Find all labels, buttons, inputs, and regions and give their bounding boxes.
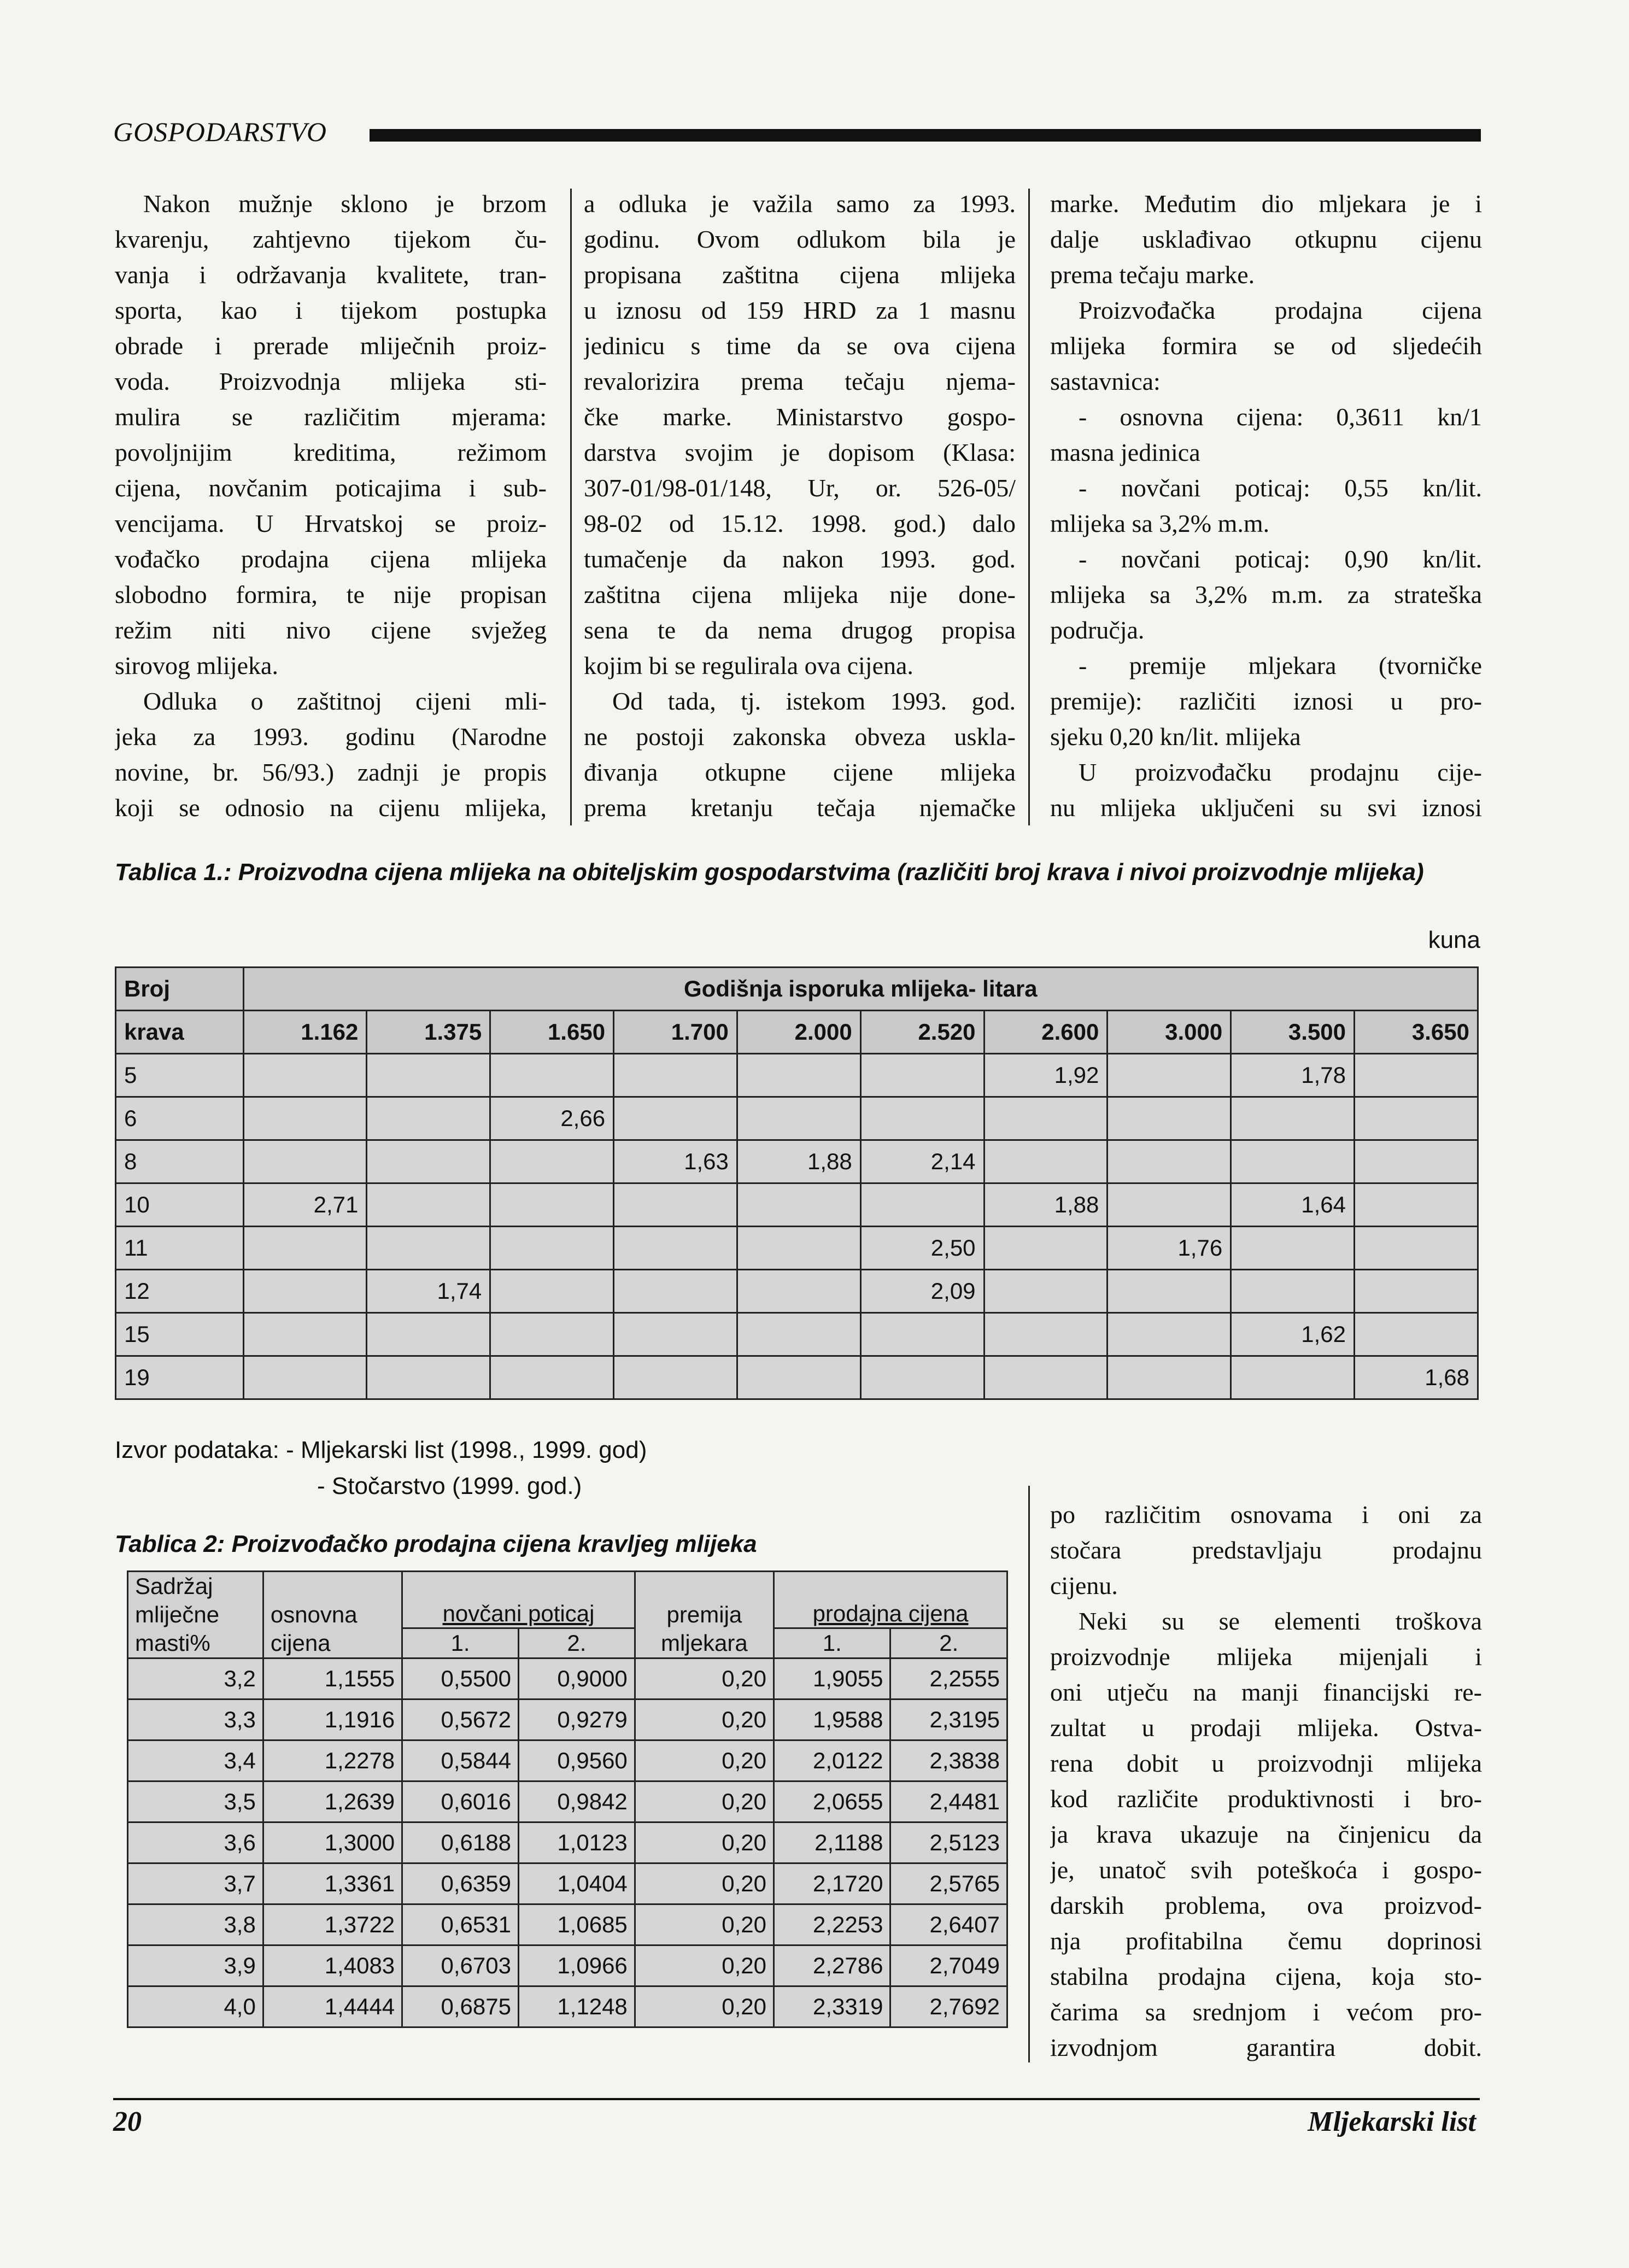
table-row [128, 1658, 1007, 1699]
table2-cell: 0,6703 [402, 1945, 519, 1986]
text-line: mulira se različitim mjerama: [115, 403, 547, 431]
table1-krava-cell: 15 [116, 1313, 244, 1356]
table-row [116, 1227, 1478, 1270]
table2-cell: 2,2555 [890, 1658, 1007, 1699]
text-line: cijena, novčanim poticajima i sub- [115, 474, 547, 502]
table-row [128, 1904, 1007, 1945]
table1-cell [737, 1313, 860, 1356]
table1-cell [984, 1140, 1108, 1183]
text-line: sjeku 0,20 kn/lit. mlijeka [1050, 723, 1301, 751]
table1-cell: 1,88 [984, 1183, 1108, 1227]
text-column-3 [1050, 186, 1482, 825]
table-row [128, 1863, 1007, 1904]
text-line: nja profitabilna čemu doprinosi [1050, 1927, 1482, 1955]
table-row [128, 1699, 1007, 1740]
table-row [128, 1781, 1007, 1822]
table2-cell: 0,20 [635, 1945, 774, 1986]
table2-cell: 3,7 [128, 1863, 263, 1904]
table1-cell [490, 1183, 614, 1227]
table1-cell [1108, 1313, 1231, 1356]
text-line: - novčani poticaj: 0,55 kn/lit. [1079, 474, 1482, 502]
text-line: u iznosu od 159 HRD za 1 masnu [584, 296, 1016, 324]
text-line: marke. Međutim dio mljekara je i [1050, 190, 1482, 218]
table2-cell: 1,2639 [263, 1781, 402, 1822]
table1-cell [243, 1054, 367, 1097]
table1-column-header: 2.000 [737, 1011, 860, 1054]
table-row [116, 1054, 1478, 1097]
table2-cell: 1,0123 [518, 1822, 635, 1863]
table1-cell [1108, 1270, 1231, 1313]
header-rule [370, 129, 1481, 142]
table1-cell [984, 1227, 1108, 1270]
table2-header-prodajna: prodajna cijena [774, 1601, 1007, 1628]
section-title: GOSPODARSTVO [113, 116, 327, 147]
table2-header-sadrzaj-3: masti% [135, 1630, 210, 1656]
text-line: đivanja otkupne cijene mlijeka [584, 758, 1016, 786]
table1-cell [860, 1313, 984, 1356]
table2-cell: 2,7049 [890, 1945, 1007, 1986]
text-line: zaštitna cijena mlijeka nije done- [584, 581, 1016, 608]
text-line: režim niti nivo cijene svježeg [115, 616, 547, 644]
table2-header-premija-2: mljekara [661, 1630, 748, 1656]
table1-cell [490, 1313, 614, 1356]
table-row [116, 1313, 1478, 1356]
table2-cell: 0,5500 [402, 1658, 519, 1699]
table2-cell: 0,6875 [402, 1986, 519, 2027]
table2-cell: 3,5 [128, 1781, 263, 1822]
table2-cell: 2,3319 [774, 1986, 890, 2027]
source-note [115, 1432, 647, 1504]
table1-cell [490, 1356, 614, 1399]
table1-cell [1231, 1227, 1355, 1270]
text-line: vencijama. U Hrvatskoj se proiz- [115, 509, 547, 537]
text-line: stočara predstavljaju prodajnu [1050, 1536, 1482, 1564]
table2-cell: 2,7692 [890, 1986, 1007, 2027]
table1-cell [1108, 1054, 1231, 1097]
table1-krava-cell: 12 [116, 1270, 244, 1313]
table1-cell [737, 1183, 860, 1227]
text-line: 307-01/98-01/148, Ur, or. 526-05/ [584, 474, 1016, 502]
table1-cell [490, 1227, 614, 1270]
text-line: - premije mljekara (tvorničke [1079, 652, 1482, 679]
table1-unit: kuna [1428, 927, 1480, 953]
table2-cell: 0,20 [635, 1781, 774, 1822]
table-row [116, 1183, 1478, 1227]
table2-cell: 2,0122 [774, 1740, 890, 1781]
table1-cell: 1,63 [614, 1140, 737, 1183]
table1-column-header: 1.375 [367, 1011, 490, 1054]
table1-cell: 1,74 [367, 1270, 490, 1313]
table2-cell: 1,3722 [263, 1904, 402, 1945]
table2-caption-text: Proizvođačko prodajna cijena kravljeg mlijeka [231, 1531, 757, 1557]
table2-cell: 0,20 [635, 1658, 774, 1699]
text-line: sirovog mlijeka. [115, 652, 278, 679]
text-line: zultat u prodaji mlijeka. Ostva- [1050, 1714, 1482, 1742]
table1-cell: 1,76 [1108, 1227, 1231, 1270]
text-line: stabilna prodajna cijena, koja sto- [1050, 1962, 1482, 1990]
text-line: mlijeka sa 3,2% m.m. za strateška [1050, 581, 1482, 608]
table1-cell: 2,71 [243, 1183, 367, 1227]
table1-column-header: 1.650 [490, 1011, 614, 1054]
table1-cell [367, 1054, 490, 1097]
table1-cell [243, 1227, 367, 1270]
table1-cell: 2,66 [490, 1097, 614, 1140]
text-line: mlijeka sa 3,2% m.m. [1050, 509, 1270, 537]
table2-header-prodajna-2: 2. [890, 1628, 1007, 1658]
table1-krava-cell: 5 [116, 1054, 244, 1097]
text-line: čke marke. Ministarstvo gospo- [584, 403, 1016, 431]
table1-cell [984, 1356, 1108, 1399]
table2-cell: 0,6359 [402, 1863, 519, 1904]
text-line: prema kretanju tečaja njemačke [584, 794, 1016, 822]
text-line: Proizvođačka prodajna cijena [1079, 296, 1482, 324]
table1-cell [737, 1227, 860, 1270]
table2-cell: 1,1916 [263, 1699, 402, 1740]
table1-cell [367, 1140, 490, 1183]
text-line: U proizvođačku prodajnu cije- [1079, 758, 1482, 786]
table2-cell: 0,20 [635, 1904, 774, 1945]
text-line: sporta, kao i tijekom postupka [115, 296, 547, 324]
text-line: Od tada, tj. istekom 1993. god. [612, 687, 1016, 715]
text-line: a odluka je važila samo za 1993. [584, 190, 1016, 218]
table1-cell [737, 1356, 860, 1399]
table2-cell: 0,9842 [518, 1781, 635, 1822]
table2-cell: 2,1720 [774, 1863, 890, 1904]
table2-cell: 0,6188 [402, 1822, 519, 1863]
table1-cell [1108, 1140, 1231, 1183]
table2-cell: 2,1188 [774, 1822, 890, 1863]
table2-header-poticaj-2: 2. [518, 1628, 635, 1658]
table1-column-header: 1.700 [614, 1011, 737, 1054]
text-line: darstva svojim je dopisom (Klasa: [584, 438, 1016, 466]
text-line: 98-02 od 15.12. 1998. god.) dalo [584, 509, 1016, 537]
table1-column-header: 1.162 [243, 1011, 367, 1054]
table1-cell [614, 1313, 737, 1356]
table2-cell: 2,3195 [890, 1699, 1007, 1740]
text-column-1 [115, 186, 547, 825]
table1-cell [367, 1313, 490, 1356]
table1-cell [737, 1054, 860, 1097]
table1-cell [860, 1183, 984, 1227]
table1-cell [860, 1054, 984, 1097]
table1-cell: 2,09 [860, 1270, 984, 1313]
table1-cell [860, 1356, 984, 1399]
text-line: - osnovna cijena: 0,3611 kn/1 [1079, 403, 1482, 431]
table1-cell: 1,62 [1231, 1313, 1355, 1356]
table1-cell [614, 1227, 737, 1270]
table2-header-osnovna-1: osnovna [270, 1602, 358, 1627]
text-line: povoljnijim kreditima, režimom [115, 438, 547, 466]
text-line: jedinicu s time da se ova cijena [584, 332, 1016, 360]
table2-cell: 0,20 [635, 1699, 774, 1740]
table1-cell [1355, 1227, 1478, 1270]
text-line: darskih problema, ova proizvod- [1050, 1891, 1482, 1919]
table1-column-header: 3.000 [1108, 1011, 1231, 1054]
table1-cell [984, 1097, 1108, 1140]
table2-cell: 1,1555 [263, 1658, 402, 1699]
table1-krava-cell: 11 [116, 1227, 244, 1270]
table2-cell: 1,9055 [774, 1658, 890, 1699]
table2-cell: 0,9279 [518, 1699, 635, 1740]
column-divider [1028, 189, 1030, 825]
table2-header-sadrzaj-2: mliječne [135, 1602, 220, 1627]
table1-cell: 1,92 [984, 1054, 1108, 1097]
table2-cell: 0,20 [635, 1863, 774, 1904]
table2-cell: 2,5765 [890, 1863, 1007, 1904]
table1-cell [367, 1227, 490, 1270]
table2-cell: 1,1248 [518, 1986, 635, 2027]
text-line: slobodno formira, te nije propisan [115, 581, 547, 608]
text-line: nu mlijeka uključeni su svi iznosi [1050, 794, 1482, 822]
table2-cell: 3,2 [128, 1658, 263, 1699]
table2-cell: 0,20 [635, 1740, 774, 1781]
table1-cell [614, 1054, 737, 1097]
page-number: 20 [113, 2106, 142, 2137]
table1-krava-cell: 19 [116, 1356, 244, 1399]
footer-rule [113, 2098, 1480, 2100]
table2-cell: 0,6531 [402, 1904, 519, 1945]
table2 [127, 1570, 1008, 2028]
text-line: kod različite produktivnosti i bro- [1050, 1785, 1482, 1813]
table2-cell: 1,3361 [263, 1863, 402, 1904]
table2-header-prodajna-1: 1. [774, 1628, 890, 1658]
text-line: novine, br. 56/93.) zadnji je propis [115, 758, 547, 786]
text-line: oni utječu na manji financijski re- [1050, 1678, 1482, 1706]
table2-header-poticaj: novčani poticaj [402, 1601, 635, 1628]
table1-cell [614, 1097, 737, 1140]
text-line: po različitim osnovama i oni za [1050, 1501, 1482, 1528]
table1-cell: 1,78 [1231, 1054, 1355, 1097]
table1-cell [490, 1270, 614, 1313]
table1-krava-cell: 8 [116, 1140, 244, 1183]
table1-cell [367, 1183, 490, 1227]
table-row [128, 1740, 1007, 1781]
table1-column-header: 2.600 [984, 1011, 1108, 1054]
source-line-2: - Stočarstvo (1999. god.) [317, 1473, 582, 1499]
table2-cell: 0,9000 [518, 1658, 635, 1699]
table1-column-header: 3.650 [1355, 1011, 1478, 1054]
text-line: je, unatoč svih poteškoća i gospo- [1050, 1856, 1482, 1884]
text-line: propisana zaštitna cijena mlijeka [584, 261, 1016, 289]
text-line: jeka za 1993. godinu (Narodne [115, 723, 547, 751]
table2-caption [115, 1529, 757, 1560]
table2-cell: 0,5844 [402, 1740, 519, 1781]
table2-cell: 0,6016 [402, 1781, 519, 1822]
table1-cell [1355, 1140, 1478, 1183]
table2-header-premija [635, 1572, 774, 1658]
text-line: mlijeka formira se od sljedećih [1050, 332, 1482, 360]
table1-caption [115, 857, 1481, 888]
table2-cell: 2,6407 [890, 1904, 1007, 1945]
table-row [128, 1986, 1007, 2027]
table1-column-header: 3.500 [1231, 1011, 1355, 1054]
table2-cell: 2,2786 [774, 1945, 890, 1986]
table2-header-poticaj-1: 1. [402, 1628, 519, 1658]
text-line: godinu. Ovom odlukom bila je [584, 225, 1016, 253]
text-line: koji se odnosio na cijenu mlijeka, [115, 794, 547, 822]
table1-cell [490, 1140, 614, 1183]
text-line: cijenu. [1050, 1572, 1118, 1599]
table-row [116, 1270, 1478, 1313]
table1-cell [1231, 1270, 1355, 1313]
table1-cell [1108, 1356, 1231, 1399]
table1-cell [1231, 1356, 1355, 1399]
table2-header-premija-1: premija [666, 1602, 742, 1627]
table1-caption-label: Tablica 1. [115, 859, 224, 886]
table1-cell [1355, 1313, 1478, 1356]
table2-cell: 0,5672 [402, 1699, 519, 1740]
table1-caption-text: : Proizvodna cijena mlijeka na obiteljskim gospodarstvima (različiti broj krava i nivoi proizvodnje mlijeka) [223, 859, 1424, 886]
text-line: premije): različiti iznosi u pro- [1050, 687, 1482, 715]
table-row [116, 1097, 1478, 1140]
table2-cell: 1,9588 [774, 1699, 890, 1740]
table2-cell: 1,0966 [518, 1945, 635, 1986]
table-row [116, 1356, 1478, 1399]
table1-cell: 2,14 [860, 1140, 984, 1183]
table1-cell: 1,64 [1231, 1183, 1355, 1227]
table2-cell: 1,0685 [518, 1904, 635, 1945]
table2-cell: 0,9560 [518, 1740, 635, 1781]
table1-cell [243, 1140, 367, 1183]
table2-cell: 0,20 [635, 1822, 774, 1863]
table2-cell: 1,3000 [263, 1822, 402, 1863]
table2-cell: 1,4083 [263, 1945, 402, 1986]
journal-name: Mljekarski list [1308, 2106, 1476, 2137]
table1-cell [1231, 1097, 1355, 1140]
table1-cell [1231, 1140, 1355, 1183]
table1-cell [614, 1356, 737, 1399]
table2-cell: 2,4481 [890, 1781, 1007, 1822]
text-line: obrade i prerade mliječnih proiz- [115, 332, 547, 360]
table1-column-header: 2.520 [860, 1011, 984, 1054]
text-line: Odluka o zaštitnoj cijeni mli- [143, 687, 547, 715]
text-line: rena dobit u proizvodnji mlijeka [1050, 1749, 1482, 1777]
text-line: masna jedinica [1050, 438, 1200, 466]
table1 [115, 966, 1479, 1400]
table1-cell [243, 1270, 367, 1313]
table1-cell [614, 1183, 737, 1227]
table2-cell: 0,20 [635, 1986, 774, 2027]
table1-cell [1108, 1183, 1231, 1227]
table1-cell: 1,88 [737, 1140, 860, 1183]
text-line: kojim bi se regulirala ova cijena. [584, 652, 913, 679]
text-line: vanja i održavanja kvalitete, tran- [115, 261, 547, 289]
column-divider [1028, 1486, 1030, 2062]
table-row [116, 1140, 1478, 1183]
text-line: kvarenju, zahtjevno tijekom ču- [115, 225, 547, 253]
text-line: - novčani poticaj: 0,90 kn/lit. [1079, 545, 1482, 573]
text-line: dalje usklađivao otkupnu cijenu [1050, 225, 1482, 253]
text-line: ne postoji zakonska obveza uskla- [584, 723, 1016, 751]
text-line: područja. [1050, 616, 1145, 644]
text-line: vođačko prodajna cijena mlijeka [115, 545, 547, 573]
table2-header-osnovna [263, 1572, 402, 1658]
text-line: Nakon mužnje sklono je brzom [143, 190, 547, 218]
table2-caption-label: Tablica 2: [115, 1531, 225, 1557]
text-line: proizvodnje mlijeka mijenjali i [1050, 1643, 1482, 1671]
table2-cell: 4,0 [128, 1986, 263, 2027]
table2-cell: 1,2278 [263, 1740, 402, 1781]
table1-cell [860, 1097, 984, 1140]
source-line-1: - Mljekarski list (1998., 1999. god) [286, 1437, 647, 1463]
table2-cell: 3,4 [128, 1740, 263, 1781]
table1-cell [737, 1097, 860, 1140]
table1-cell [367, 1356, 490, 1399]
table1-cell [1108, 1097, 1231, 1140]
table2-cell: 2,0655 [774, 1781, 890, 1822]
table2-cell: 1,4444 [263, 1986, 402, 2027]
table1-cell [243, 1313, 367, 1356]
table1-cell [243, 1097, 367, 1140]
table2-cell: 3,3 [128, 1699, 263, 1740]
table1-cell [984, 1313, 1108, 1356]
table-row [128, 1945, 1007, 1986]
table1-krava-cell: 6 [116, 1097, 244, 1140]
table1-cell [614, 1270, 737, 1313]
column-divider [570, 189, 572, 825]
text-column-2 [584, 186, 1016, 825]
table1-cell [737, 1270, 860, 1313]
text-column-4 [1050, 1497, 1482, 2065]
table1-cell [1355, 1270, 1478, 1313]
table1-header-group: Godišnja isporuka mlijeka- litara [243, 968, 1478, 1011]
table1-cell [243, 1356, 367, 1399]
table1-cell [490, 1054, 614, 1097]
table1-krava-cell: 10 [116, 1183, 244, 1227]
table2-cell: 3,8 [128, 1904, 263, 1945]
text-line: ja krava ukazuje na činjenicu da [1050, 1820, 1482, 1848]
text-line: voda. Proizvodnja mlijeka sti- [115, 367, 547, 395]
text-line: tumačenje da nakon 1993. god. [584, 545, 1016, 573]
table-row [128, 1822, 1007, 1863]
table1-cell [984, 1270, 1108, 1313]
table1-header-krava: krava [116, 1011, 244, 1054]
text-line: čarima sa srednjom i većom pro- [1050, 1998, 1482, 2026]
table2-cell: 2,3838 [890, 1740, 1007, 1781]
text-line: prema tečaju marke. [1050, 261, 1255, 289]
text-line: sastavnica: [1050, 367, 1161, 395]
table1-header-broj: Broj [116, 968, 244, 1011]
table1-cell [367, 1097, 490, 1140]
table2-header-sadrzaj-1: Sadržaj [135, 1573, 213, 1599]
table2-cell: 3,9 [128, 1945, 263, 1986]
table1-cell [1355, 1054, 1478, 1097]
text-line: sena te da nema drugog propisa [584, 616, 1016, 644]
table2-header-osnovna-2: cijena [270, 1630, 331, 1656]
table1-cell: 2,50 [860, 1227, 984, 1270]
source-label: Izvor podataka: [115, 1437, 279, 1463]
table1-cell: 1,68 [1355, 1356, 1478, 1399]
table1-cell [1355, 1183, 1478, 1227]
table2-cell: 3,6 [128, 1822, 263, 1863]
table2-cell: 2,2253 [774, 1904, 890, 1945]
text-line: revalorizira prema tečaju njema- [584, 367, 1016, 395]
text-line: Neki su se elementi troškova [1079, 1607, 1482, 1635]
table1-cell [1355, 1097, 1478, 1140]
text-line: izvodnjom garantira dobit. [1050, 2033, 1482, 2061]
table2-cell: 1,0404 [518, 1863, 635, 1904]
table2-header-sadrzaj [128, 1572, 263, 1658]
table2-cell: 2,5123 [890, 1822, 1007, 1863]
